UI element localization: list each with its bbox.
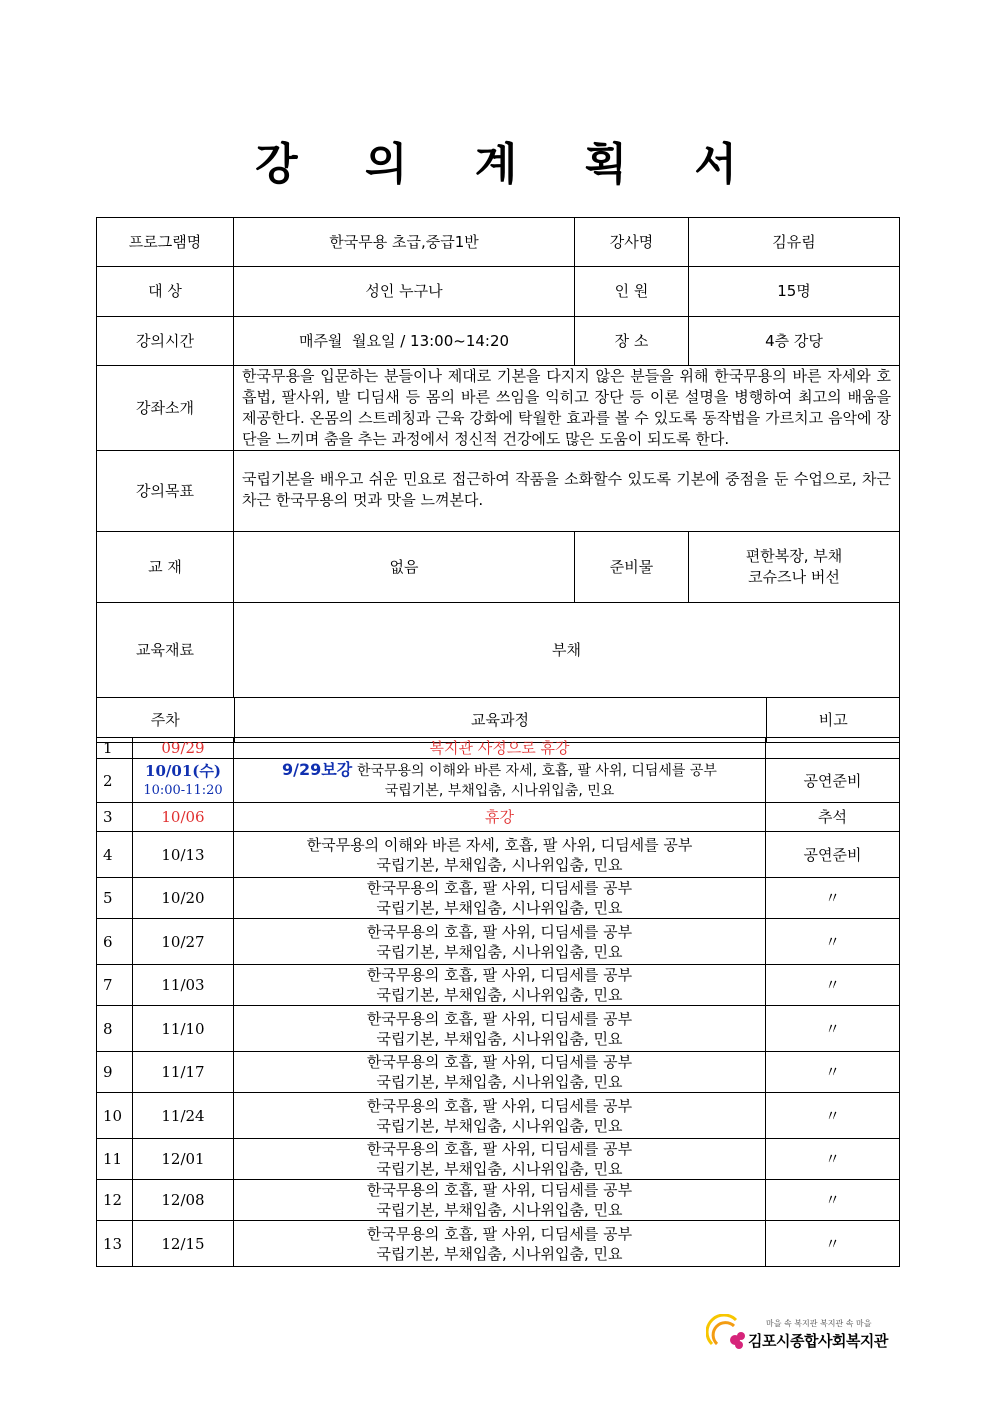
- course-line1: [236, 738, 763, 758]
- week-note: 〃: [766, 919, 900, 965]
- schedule-row: [97, 803, 900, 832]
- week-date: [133, 878, 234, 919]
- course-line1: [236, 1096, 763, 1116]
- week-number: 12: [97, 1180, 133, 1221]
- date-text: 10/27: [161, 932, 205, 951]
- course-line2: 국립기본, 부채입춤, 시나위입춤, 민요: [376, 1244, 623, 1263]
- course-line1-text: 휴강: [485, 808, 514, 826]
- week-date: [133, 759, 234, 803]
- prep-value-line2: 코슈즈나 버선: [748, 568, 840, 586]
- capacity-label: 인 원: [575, 267, 689, 317]
- schedule-row: [97, 965, 900, 1006]
- date-text: 11/03: [161, 976, 205, 994]
- logo-mark-icon: [706, 1314, 746, 1354]
- course-line1: [236, 1224, 763, 1244]
- week-number: 2: [97, 759, 133, 803]
- course-content: [234, 832, 766, 878]
- week-date: [133, 738, 234, 759]
- course-content: [234, 1221, 766, 1267]
- course-header: 교육과정: [234, 698, 766, 742]
- instructor-value: 김유림: [689, 218, 900, 267]
- course-line2: 국립기본, 부채입춤, 시나위입춤, 민요: [376, 1029, 623, 1048]
- week-header: 주차: [150, 710, 180, 729]
- logo-tagline: 마을 속 복지관 복지관 속 마을: [766, 1319, 872, 1328]
- week-date: [133, 965, 234, 1006]
- week-note: 〃: [766, 1139, 900, 1180]
- material-label: 교육재료: [97, 603, 234, 698]
- week-note: 공연준비: [766, 759, 900, 803]
- schedule-row: [97, 832, 900, 878]
- prep-value-line1: 편한복장, 부채: [745, 547, 843, 565]
- date-text: 11/10: [161, 1019, 205, 1038]
- date-text: 11/24: [161, 1106, 205, 1125]
- week-number: 10: [97, 1093, 133, 1139]
- course-line1-text: 한국무용의 호흡, 팔 사위, 디딤세를 공부: [366, 1009, 633, 1028]
- intro-label: 강좌소개: [97, 366, 234, 451]
- week-number: 7: [97, 965, 133, 1006]
- week-note: 〃: [766, 1180, 900, 1221]
- week-number: 3: [97, 803, 133, 832]
- schedule-row: [97, 759, 900, 803]
- week-number: 4: [97, 832, 133, 878]
- course-line2: 국립기본, 부채입춤, 시나위입춤, 민요: [376, 855, 623, 874]
- schedule-row: [97, 878, 900, 919]
- course-content: [234, 919, 766, 965]
- time-value: 매주월 월요일 / 13:00~14:20: [234, 317, 575, 366]
- week-date: [133, 1052, 234, 1093]
- week-note: 〃: [766, 1006, 900, 1052]
- course-content: [234, 1180, 766, 1221]
- course-line2: 국립기본, 부채입춤, 시나위입춤, 민요: [376, 986, 623, 1004]
- course-line1-text: 복지관 사정으로 휴강: [429, 739, 570, 757]
- date-text: 12/08: [161, 1191, 205, 1209]
- place-label: 장 소: [575, 317, 689, 366]
- course-line1: [236, 922, 763, 942]
- week-number: 6: [97, 919, 133, 965]
- week-note: 〃: [766, 965, 900, 1006]
- makeup-date: 10/01(수): [145, 761, 221, 780]
- week-note: 〃: [766, 1221, 900, 1267]
- textbook-label: 교 재: [97, 532, 234, 603]
- week-note: 〃: [766, 1052, 900, 1093]
- week-date: [133, 919, 234, 965]
- intro-value: 한국무용을 입문하는 분들이나 제대로 기본을 다지지 않은 분들을 위해 한국무용의 바른 자세와 호흡법, 팔사위, 발 디딤새 등 몸의 바른 쓰임을 익히고 장단 등 이론 설명을 병행하여 최고의 배움을 제공한다. 온몸의 스트레칭과 근육 강화에 탁월한 효과를 볼 수 있도록 동작법을 가르치고 음악에 장단을 느끼며 춤을 추는 과정에서 정신적 건강에도 많은 도움이 되도록 한다.: [234, 366, 900, 451]
- week-date: [133, 832, 234, 878]
- course-line2: 국립기본, 부채입춤, 시나위입춤, 민요: [376, 942, 623, 961]
- week-date: [133, 803, 234, 832]
- prep-value: [689, 532, 900, 603]
- course-line1-text: 한국무용의 호흡, 팔 사위, 디딤세를 공부: [366, 1181, 633, 1199]
- week-date: [133, 1093, 234, 1139]
- week-number: 1: [97, 738, 133, 759]
- schedule-row: [97, 1052, 900, 1093]
- page-title: 강 의 계 획 서: [255, 139, 763, 190]
- course-line1-text: 한국무용의 호흡, 팔 사위, 디딤세를 공부: [366, 1053, 633, 1071]
- date-text: 09/29: [161, 739, 205, 757]
- program-label: 프로그램명: [97, 218, 234, 267]
- date-text: 10/13: [161, 845, 205, 864]
- course-line1-text: 한국무용의 이해와 바른 자세, 호흡, 팔 사위, 디딤세를 공부: [356, 763, 717, 779]
- makeup-time: 10:00-11:20: [143, 782, 223, 798]
- course-content: [234, 738, 766, 759]
- logo-org-name: 김포시종합사회복지관: [748, 1332, 888, 1350]
- schedule-row: [97, 1093, 900, 1139]
- course-line1-text: 한국무용의 호흡, 팔 사위, 디딤세를 공부: [366, 1096, 633, 1115]
- week-number: 11: [97, 1139, 133, 1180]
- week-date: [133, 1221, 234, 1267]
- course-line1-text: 한국무용의 이해와 바른 자세, 호흡, 팔 사위, 디딤세를 공부: [306, 835, 693, 854]
- course-content: [234, 965, 766, 1006]
- course-line1: [236, 760, 763, 781]
- course-line2: 국립기본, 부채입춤, 시나위입춤, 민요: [376, 1116, 623, 1135]
- course-line2: 국립기본, 부채입춤, 시나위입춤, 민요: [376, 1073, 623, 1091]
- date-text: 12/01: [161, 1150, 205, 1168]
- week-note: 〃: [766, 878, 900, 919]
- week-date: [133, 1139, 234, 1180]
- org-logo: [706, 1314, 902, 1354]
- week-note: 추석: [766, 803, 900, 832]
- course-line2: 국립기본, 부채입춤, 시나위입춤, 민요: [376, 1160, 623, 1178]
- schedule-table: [96, 737, 900, 1267]
- note-header: 비고: [766, 698, 900, 742]
- schedule-header: [97, 698, 900, 742]
- program-value: 한국무용 초급,중급1반: [234, 218, 575, 267]
- course-info-table: [96, 217, 900, 743]
- date-text: 11/17: [161, 1063, 205, 1081]
- course-line1: [236, 965, 763, 985]
- week-note: 〃: [766, 1093, 900, 1139]
- course-content: [234, 1052, 766, 1093]
- week-note: 공연준비: [766, 832, 900, 878]
- schedule-row: [97, 1139, 900, 1180]
- course-line1: [236, 878, 763, 898]
- schedule-row: [97, 1221, 900, 1267]
- week-date: [133, 1180, 234, 1221]
- date-text: 10/20: [161, 889, 205, 907]
- course-content: [234, 1006, 766, 1052]
- date-text: 12/15: [161, 1234, 205, 1253]
- course-content: [234, 878, 766, 919]
- capacity-value: 15명: [689, 267, 900, 317]
- schedule-row: [97, 738, 900, 759]
- week-number: 8: [97, 1006, 133, 1052]
- prep-label: 준비물: [575, 532, 689, 603]
- makeup-label: 9/29보강: [282, 760, 353, 779]
- course-line1: [236, 1139, 763, 1159]
- course-line2: 국립기본, 부채입춤, 시나위입춤, 민요: [384, 783, 615, 799]
- course-line2: 국립기본, 부채입춤, 시나위입춤, 민요: [376, 899, 623, 917]
- course-content: [234, 759, 766, 803]
- course-line1-text: 한국무용의 호흡, 팔 사위, 디딤세를 공부: [366, 1224, 633, 1243]
- course-content: [234, 1093, 766, 1139]
- place-value: 4층 강당: [689, 317, 900, 366]
- goal-label: 강의목표: [97, 451, 234, 532]
- week-number: 5: [97, 878, 133, 919]
- course-line2: 국립기본, 부채입춤, 시나위입춤, 민요: [376, 1201, 623, 1219]
- goal-value: 국립기본을 배우고 쉬운 민요로 접근하여 작품을 소화할수 있도록 기본에 중점을 둔 수업으로, 차근차근 한국무용의 멋과 맛을 느껴본다.: [234, 451, 900, 532]
- course-content: [234, 803, 766, 832]
- schedule-header-cell: [97, 698, 900, 743]
- target-value: 성인 누구나: [234, 267, 575, 317]
- week-note: [766, 738, 900, 759]
- week-number: 9: [97, 1052, 133, 1093]
- textbook-value: 없음: [234, 532, 575, 603]
- course-line1: [236, 807, 763, 827]
- schedule-row: [97, 919, 900, 965]
- date-text: 10/06: [161, 808, 205, 826]
- course-line1-text: 한국무용의 호흡, 팔 사위, 디딤세를 공부: [366, 966, 633, 984]
- target-label: 대 상: [97, 267, 234, 317]
- week-number: 13: [97, 1221, 133, 1267]
- schedule-row: [97, 1180, 900, 1221]
- course-line1: [236, 1052, 763, 1072]
- material-value: 부채: [234, 603, 900, 698]
- course-content: [234, 1139, 766, 1180]
- week-date: [133, 1006, 234, 1052]
- schedule-row: [97, 1006, 900, 1052]
- course-line1-text: 한국무용의 호흡, 팔 사위, 디딤세를 공부: [366, 1140, 633, 1158]
- course-line1-text: 한국무용의 호흡, 팔 사위, 디딤세를 공부: [366, 922, 633, 941]
- time-label: 강의시간: [97, 317, 234, 366]
- course-line1: [236, 835, 763, 855]
- course-line1-text: 한국무용의 호흡, 팔 사위, 디딤세를 공부: [366, 879, 633, 897]
- instructor-label: 강사명: [575, 218, 689, 267]
- course-line1: [236, 1009, 763, 1029]
- course-line1: [236, 1180, 763, 1200]
